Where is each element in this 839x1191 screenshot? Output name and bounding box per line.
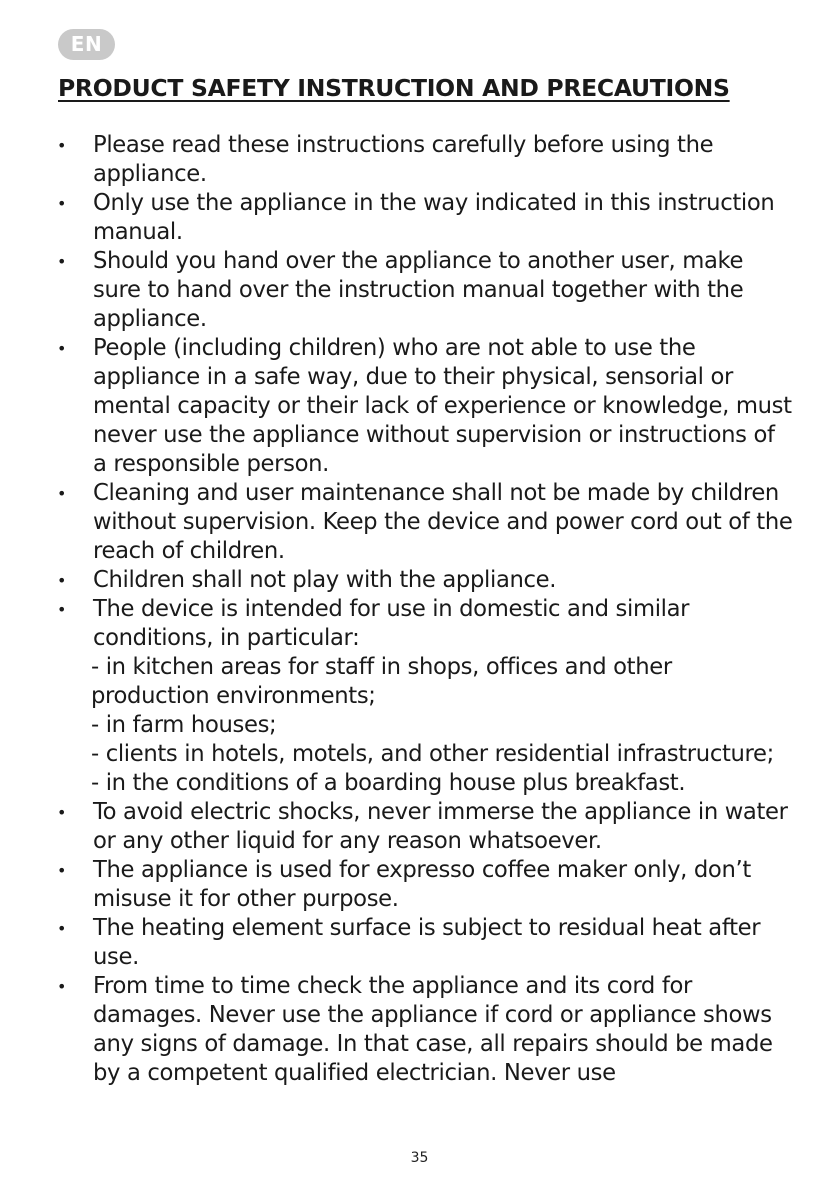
list-item bbox=[55, 972, 795, 1088]
list-item bbox=[55, 856, 795, 914]
bullet-icon: • bbox=[57, 484, 67, 503]
instruction-text: Children shall not play with the appliance. bbox=[93, 567, 557, 593]
usage-condition: - in the conditions of a boarding house plus breakfast. bbox=[91, 770, 686, 796]
list-item bbox=[55, 247, 795, 334]
bullet-icon: • bbox=[57, 861, 67, 880]
instruction-text: Cleaning and user maintenance shall not be made by children without supervision. Keep the device and power cord out of the reach of children. bbox=[93, 480, 793, 564]
language-badge: EN bbox=[58, 29, 115, 60]
instruction-text: The heating element surface is subject to residual heat after use. bbox=[93, 915, 761, 970]
usage-condition: - clients in hotels, motels, and other residential infrastructure; bbox=[91, 741, 774, 767]
list-item bbox=[55, 798, 795, 856]
bullet-icon: • bbox=[57, 194, 67, 213]
safety-instructions-list bbox=[55, 131, 795, 1088]
usage-condition: - in farm houses; bbox=[91, 712, 277, 738]
usage-condition: - in kitchen areas for staff in shops, offices and other production environments; bbox=[91, 654, 672, 709]
page-number: 35 bbox=[410, 1150, 429, 1166]
list-item bbox=[55, 595, 795, 798]
bullet-icon: • bbox=[57, 977, 67, 996]
list-item bbox=[55, 479, 795, 566]
instruction-text: People (including children) who are not able to use the appliance in a safe way, due to their physical, sensorial or mental capacity or their lack of experience or knowledge, must never use the appliance without supervision or instructions of a responsible person. bbox=[93, 335, 792, 477]
bullet-icon: • bbox=[57, 600, 67, 619]
bullet-icon: • bbox=[57, 919, 67, 938]
list-item bbox=[55, 914, 795, 972]
instruction-text: To avoid electric shocks, never immerse the appliance in water or any other liquid for any reason whatsoever. bbox=[93, 799, 788, 854]
instruction-text: Please read these instructions carefully before using the appliance. bbox=[93, 132, 714, 187]
list-item bbox=[55, 189, 795, 247]
list-item bbox=[55, 334, 795, 479]
instruction-text: The appliance is used for expresso coffee maker only, don’t misuse it for other purpose. bbox=[93, 857, 751, 912]
instruction-text: Only use the appliance in the way indicated in this instruction manual. bbox=[93, 190, 775, 245]
instruction-text: From time to time check the appliance and its cord for damages. Never use the appliance if cord or appliance shows any signs of damage. In that case, all repairs should be made by a competent qualified electrician. Never use bbox=[93, 973, 773, 1086]
bullet-icon: • bbox=[57, 571, 67, 590]
instruction-text: Should you hand over the appliance to another user, make sure to hand over the instruction manual together with the appliance. bbox=[93, 248, 744, 332]
bullet-icon: • bbox=[57, 252, 67, 271]
bullet-icon: • bbox=[57, 136, 67, 155]
bullet-icon: • bbox=[57, 339, 67, 358]
instruction-text: The device is intended for use in domestic and similar conditions, in particular: bbox=[93, 596, 690, 651]
list-item bbox=[55, 566, 795, 595]
bullet-icon: • bbox=[57, 803, 67, 822]
list-item bbox=[55, 131, 795, 189]
page-title: PRODUCT SAFETY INSTRUCTION AND PRECAUTIONS bbox=[58, 74, 730, 102]
